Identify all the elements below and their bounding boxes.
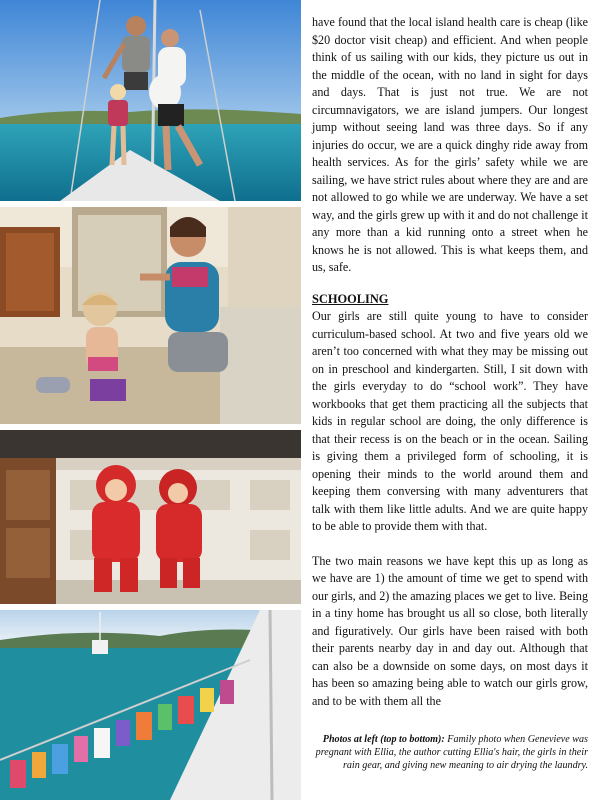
schooling-heading: SCHOOLING: [312, 291, 389, 306]
caption-lead: Photos at left (top to bottom):: [322, 734, 445, 745]
rain-gear-photo: [0, 430, 301, 604]
photo-caption: [305, 733, 588, 773]
family-bow-image: [0, 0, 301, 201]
article-paragraph-reasons: The two main reasons we have kept this up as long as we have are 1) the amount of time we get to spend with our girls, and 2) the amazing places we get to live. Being in a tiny home has brought us all so close, both literally and figuratively. Our girls have been raised with both their parents nearby day in and day out. Although that can also be a downside on some days, on most days it has been so amazing being able to watch our girls grow, and to be with them all the: [312, 553, 588, 708]
haircut-photo: [0, 207, 301, 424]
rain-gear-image: [0, 430, 301, 604]
laundry-photo: [0, 610, 301, 800]
laundry-image: [0, 610, 301, 800]
caption-text: Family photo when Genevieve was pregnant with Ellia, the author cutting Ellia's hair, the girls in their rain gear, and giving new meaning to air drying the laundry.: [315, 734, 588, 772]
family-bow-photo: [0, 0, 301, 201]
article-paragraph-schooling: Our girls are still quite young to have to consider curriculum-based school. At two and five years old we aren’t too concerned with what they may be missing out on in preschool and kindergarten. Still, I sit down with the girls everyday to do “school work”. They have workbooks that get them practicing all the subjects that kids in regular school are doing, the only difference is that their recess is on the beach or in the ocean. Sailing is giving them a privileged form of schooling, it is opening their minds to the world around them and keeping them conversing with many adventurers that talk with them like little adults. And we are quite happy to be able to provide them with that.: [312, 309, 588, 533]
article-column: [312, 14, 588, 710]
article-paragraph-health: have found that the local island health care is cheap (like $20 doctor visit cheap) and efficient. And when people think of us sailing with our kids, they picture us out in the middle of the ocean, with no land in sight for days and days. That is just not true. We are not circumnavigators, we are island jumpers. Our longest jump without seeing land was three days. So if any injuries do occur, we are a quick dinghy ride away from health services. As for the girls’ safety while we are sailing, we have strict rules about where they are and are not allowed to go while we are underway. We have a set way, and the girls grew up with it and do not challenge it any more than a kid running onto a street when he knows he is not allowed. This is what keeps them, and us, safe.: [312, 15, 588, 274]
haircut-image: [0, 207, 301, 424]
